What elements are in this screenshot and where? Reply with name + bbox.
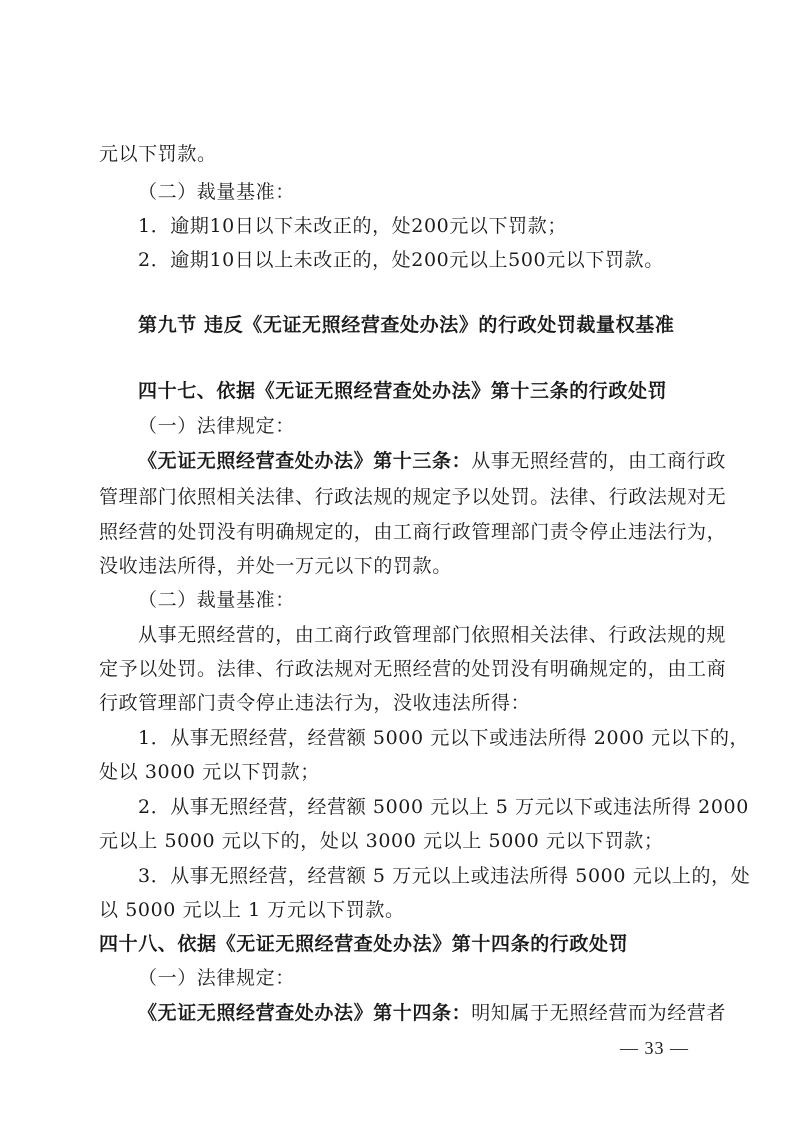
page-number: — 33 — [620,1038,689,1058]
law-article-text: 明知属于无照经营而为经营者 [471,1002,727,1024]
paragraph-line: 定予以处罚。法律、行政法规对无照经营的处罚没有明确规定的，由工商 [99,658,727,680]
paragraph-line: 行政管理部门责令停止违法行为，没收违法所得： [99,692,531,714]
list-item: 3．从事无照经营，经营额 5 万元以上或违法所得 5000 元以上的，处 [138,865,751,887]
paragraph-line: 以 5000 元以上 1 万元以下罚款。 [99,899,405,921]
article-heading: 四十八、依据《无证无照经营查处办法》第十四条的行政处罚 [99,933,629,955]
list-item: 2．逾期10日以上未改正的，处200元以上500元以下罚款。 [138,249,664,271]
law-article-title: 《无证无照经营查处办法》第十三条： [138,450,472,472]
law-article-title: 《无证无照经营查处办法》第十四条： [138,1002,472,1024]
paragraph-line: 元以下罚款。 [99,143,217,165]
law-quote-line [138,449,738,473]
paragraph-line: 没收违法所得，并处一万元以下的罚款。 [99,555,452,577]
paragraph-line: 元以上 5000 元以下的，处以 3000 元以上 5000 元以下罚款； [99,830,664,852]
list-item: 1．逾期10日以下未改正的，处200元以下罚款； [138,215,567,237]
subsection-heading: （一）法律规定： [138,967,295,989]
paragraph-line: 管理部门依照相关法律、行政法规的规定予以处罚。法律、行政法规对无 [99,486,727,508]
section-heading: 第九节 违反《无证无照经营查处办法》的行政处罚裁量权基准 [138,314,675,336]
list-item: 2．从事无照经营，经营额 5000 元以上 5 万元以下或违法所得 2000 [138,796,749,818]
paragraph-line: 处以 3000 元以下罚款； [99,761,320,783]
law-quote-line [138,1001,738,1025]
list-item: 1．从事无照经营，经营额 5000 元以下或违法所得 2000 元以下的， [138,727,750,749]
subsection-heading: （一）法律规定： [138,415,295,437]
article-heading: 四十七、依据《无证无照经营查处办法》第十三条的行政处罚 [138,380,668,402]
paragraph-line: 照经营的处罚没有明确规定的，由工商行政管理部门责令停止违法行为， [99,521,727,543]
subsection-heading: （二）裁量基准： [138,181,295,203]
paragraph-line: 从事无照经营的，由工商行政管理部门依照相关法律、行政法规的规 [138,624,727,646]
subsection-heading: （二）裁量基准： [138,589,295,611]
law-article-text: 从事无照经营的，由工商行政 [471,450,727,472]
